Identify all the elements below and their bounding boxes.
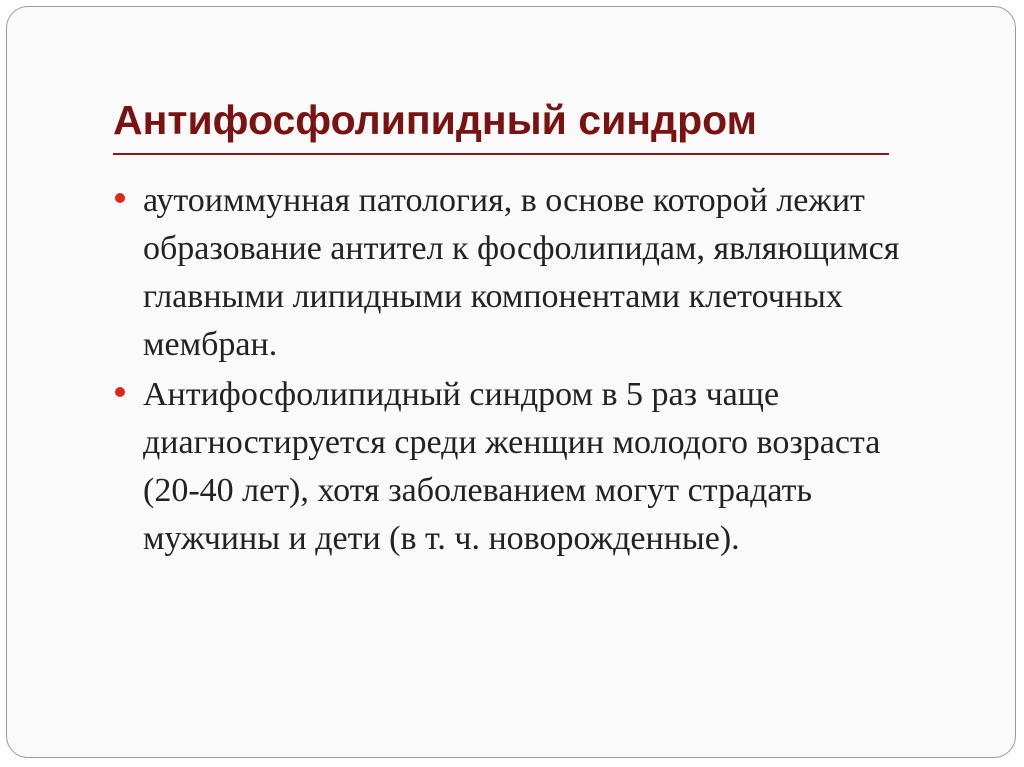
bullet-item-definition [115, 177, 935, 369]
bullet-text: аутоиммунная патология, в основе которой лежит образование антител к фосфолипидам, являющимся главными липидными компонентами клеточных мембран. [143, 182, 900, 363]
bullet-text: Антифосфолипидный синдром в 5 раз чаще диагностируется среди женщин молодого возраста (20-40 лет), хотя заболеванием могут страдать мужчины и дети (в т. ч. новорожденные). [143, 376, 881, 557]
bullet-dot-icon [115, 193, 125, 203]
slide-title: Антифосфолипидный синдром [113, 97, 757, 143]
bullet-dot-icon [115, 387, 125, 397]
title-underline [113, 153, 889, 155]
bullet-list [115, 177, 935, 565]
bullet-item-prevalence [115, 371, 935, 563]
slide-frame [6, 6, 1016, 758]
